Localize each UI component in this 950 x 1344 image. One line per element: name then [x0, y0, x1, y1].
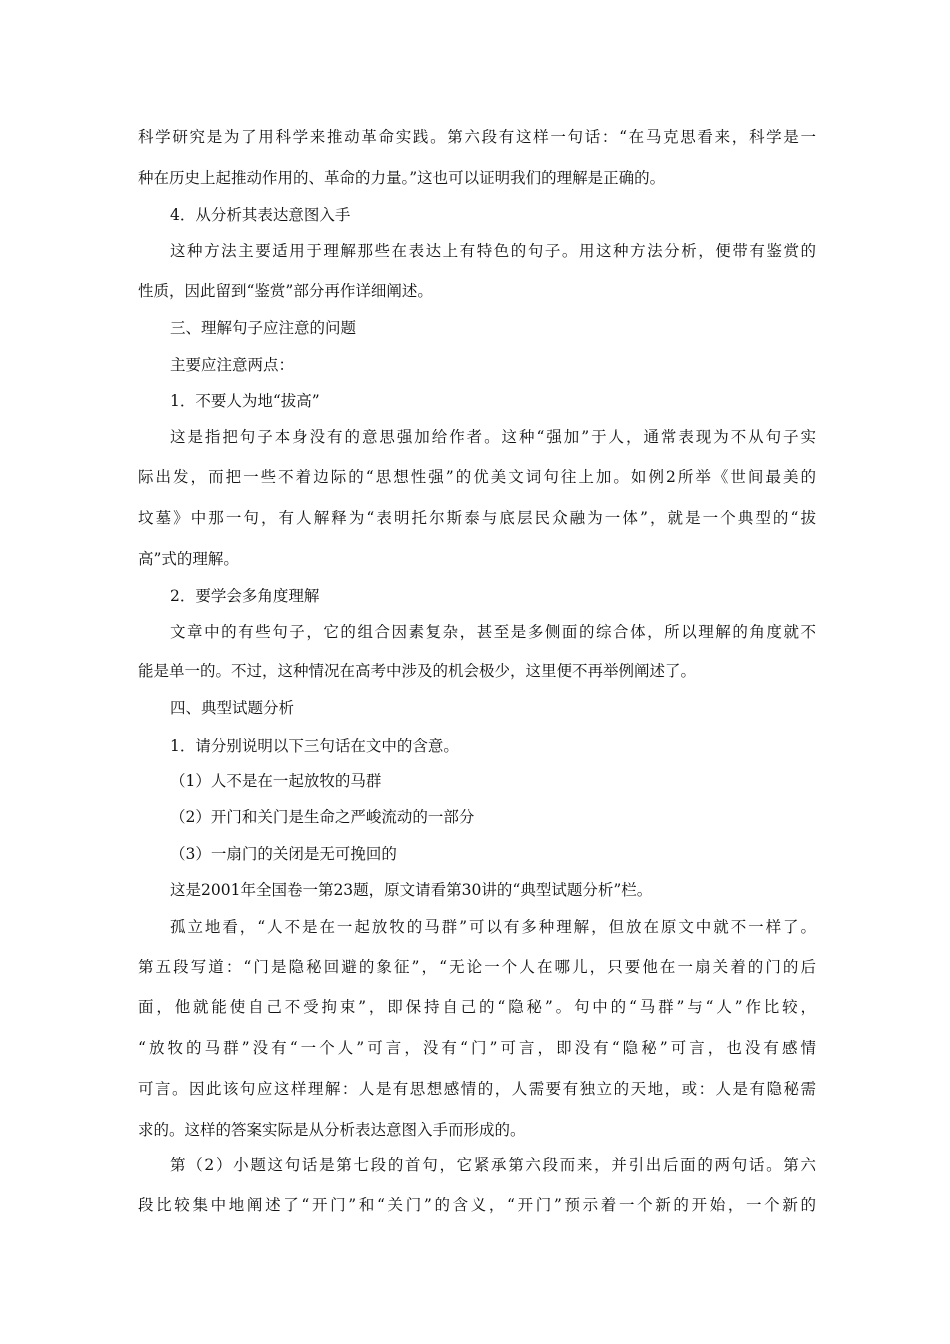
paragraph-line: 性质，因此留到“鉴赏”部分再作详细阐述。 — [138, 282, 433, 300]
section-heading: 四、典型试题分析 — [170, 699, 295, 717]
paragraph-line: 这是2001年全国卷一第23题，原文请看第30讲的“典型试题分析”栏。 — [170, 881, 653, 899]
paragraph-line: 主要应注意两点： — [170, 356, 295, 374]
paragraph-line: 能是单一的。不过，这种情况在高考中涉及的机会极少，这里便不再举例阐述了。 — [138, 662, 697, 680]
paragraph-line: 求的。这样的答案实际是从分析表达意图入手而形成的。 — [138, 1121, 526, 1139]
paragraph-line: 面，他就能使自己不受拘束”，即保持自己的“隐秘”。句中的“马群”与“人”作比较， — [138, 998, 816, 1016]
paragraph-line: 科学研究是为了用科学来推动革命实践。第六段有这样一句话：“在马克思看来，科学是一 — [138, 128, 816, 146]
paragraph-line: 可言。因此该句应这样理解：人是有思想感情的，人需要有独立的天地，或：人是有隐秘需 — [138, 1080, 816, 1098]
paragraph-line: “放牧的马群”没有“一个人”可言，没有“门”可言，即没有“隐秘”可言，也没有感情 — [138, 1039, 816, 1057]
paragraph-line: 孤立地看，“人不是在一起放牧的马群”可以有多种理解，但放在原文中就不一样了。 — [170, 918, 816, 936]
question-item: （2）开门和关门是生命之严峻流动的一部分 — [170, 808, 475, 826]
question-item: （1）人不是在一起放牧的马群 — [170, 772, 382, 790]
paragraph-line: 种在历史上起推动作用的、革命的力量。”这也可以证明我们的理解是正确的。 — [138, 169, 666, 187]
paragraph-line: 段比较集中地阐述了“开门”和“关门”的含义，“开门”预示着一个新的开始，一个新的 — [138, 1196, 816, 1214]
paragraph-line: 坟墓》中那一句，有人解释为“表明托尔斯泰与底层民众融为一体”，就是一个典型的“拔 — [138, 509, 816, 527]
paragraph-line: 高”式的理解。 — [138, 550, 239, 568]
paragraph-line: 第五段写道：“门是隐秘回避的象征”，“无论一个人在哪儿，只要他在一扇关着的门的后 — [138, 958, 816, 976]
paragraph-line: 第（2）小题这句话是第七段的首句，它紧承第六段而来，并引出后面的两句话。第六 — [170, 1156, 816, 1174]
section-heading: 4．从分析其表达意图入手 — [170, 206, 351, 224]
section-heading: 2．要学会多角度理解 — [170, 587, 320, 605]
paragraph-line: 这是指把句子本身没有的意思强加给作者。这种“强加”于人，通常表现为不从句子实 — [170, 428, 816, 446]
section-heading: 1．不要人为地“拔高” — [170, 392, 320, 410]
paragraph-line: 文章中的有些句子，它的组合因素复杂，甚至是多侧面的综合体，所以理解的角度就不 — [170, 623, 816, 641]
paragraph-line: 际出发，而把一些不着边际的“思想性强”的优美文词句往上加。如例2所举《世间最美的 — [138, 468, 816, 486]
question-line: 1．请分别说明以下三句话在文中的含意。 — [170, 737, 459, 755]
section-heading: 三、理解句子应注意的问题 — [170, 319, 357, 337]
question-item: （3）一扇门的关闭是无可挽回的 — [170, 845, 397, 863]
paragraph-line: 这种方法主要适用于理解那些在表达上有特色的句子。用这种方法分析，便带有鉴赏的 — [170, 242, 816, 260]
